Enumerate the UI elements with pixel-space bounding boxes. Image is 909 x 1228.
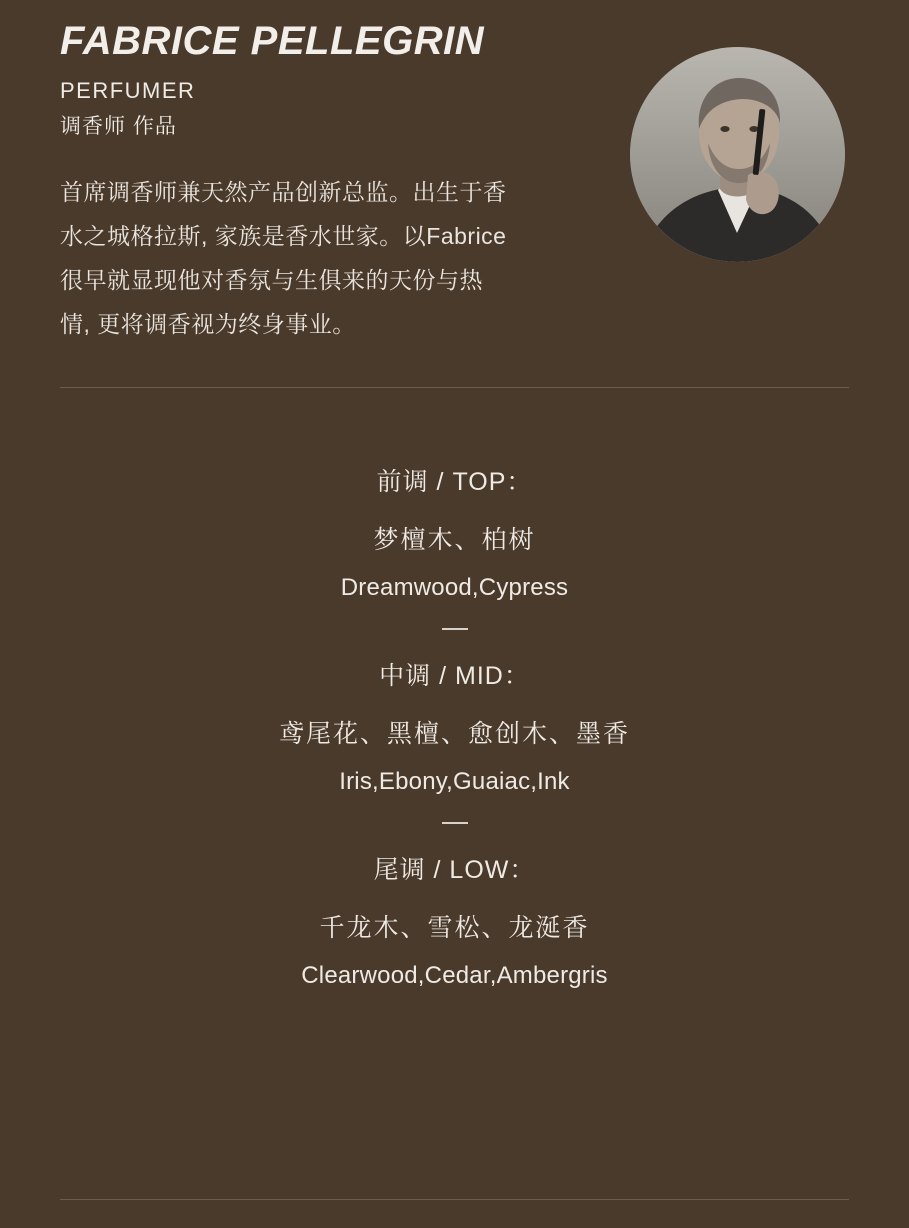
perfumer-role-english: PERFUMER <box>60 78 196 103</box>
divider-bottom <box>60 1199 849 1200</box>
note-separator <box>442 822 468 824</box>
perfumer-bio: 首席调香师兼天然产品创新总监。出生于香水之城格拉斯, 家族是香水世家。以Fabrice很早就显现他对香氛与生俱来的天份与热情, 更将调香视为终身事业。 <box>60 179 507 338</box>
note-ingredients-english: Clearwood,Cedar,Ambergris <box>301 961 608 989</box>
note-title: 中调 / MID： <box>379 661 530 690</box>
portrait-icon <box>630 47 845 262</box>
note-separator <box>442 628 468 630</box>
divider-bottom-wrap <box>0 1199 909 1200</box>
perfumer-role-chinese: 调香师 作品 <box>60 115 177 138</box>
note-group-low <box>0 850 909 990</box>
note-title: 尾调 / LOW： <box>373 855 536 884</box>
avatar <box>630 47 845 262</box>
divider-top <box>60 387 849 388</box>
note-ingredients-english: Iris,Ebony,Guaiac,Ink <box>339 767 570 795</box>
note-ingredients-chinese: 梦檀木、柏树 <box>373 525 536 554</box>
note-title: 前调 / TOP： <box>376 467 533 496</box>
note-group-top <box>0 462 909 602</box>
note-ingredients-chinese: 千龙木、雪松、龙涎香 <box>319 913 590 942</box>
page-title: FABRICE PELLEGRIN <box>60 19 485 63</box>
note-ingredients-chinese: 鸢尾花、黑檀、愈创木、墨香 <box>278 719 630 748</box>
note-ingredients-english: Dreamwood,Cypress <box>340 573 569 601</box>
note-group-mid <box>0 656 909 796</box>
fragrance-notes <box>0 462 909 990</box>
